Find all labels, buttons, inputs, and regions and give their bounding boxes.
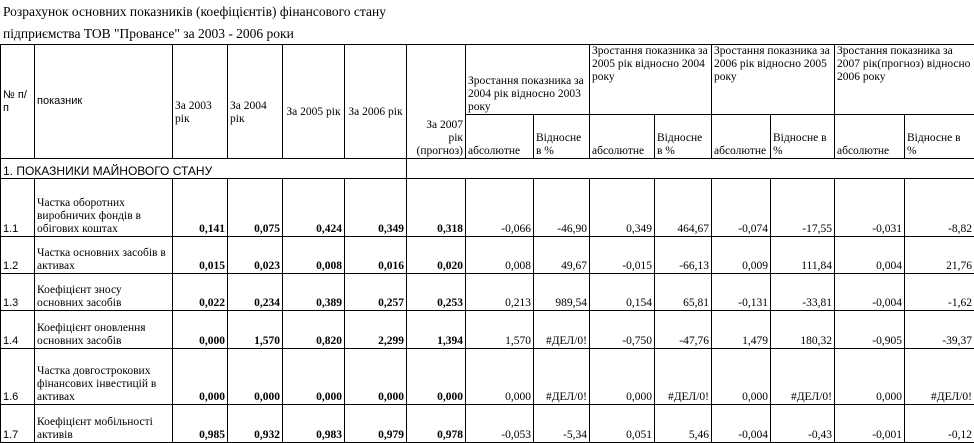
growth-rel-2006: -17,55: [771, 179, 835, 237]
growth-rel-2006: 111,84: [771, 237, 835, 274]
value-2004: 1,570: [228, 311, 283, 349]
growth-abs-2004: -0,053: [466, 405, 534, 443]
header-growth-2007: [835, 45, 974, 115]
value-2007: 0,253: [407, 274, 466, 311]
growth-rel-2006: -0,43: [771, 405, 835, 443]
value-2005: 0,389: [283, 274, 345, 311]
value-2003: 0,000: [173, 311, 228, 349]
value-2003: 0,000: [173, 349, 228, 405]
header-2007: [407, 45, 466, 159]
header-abs-2006: абсолютне: [712, 115, 771, 159]
growth-rel-2004: 49,67: [534, 237, 590, 274]
growth-rel-2007: -1,62: [905, 274, 974, 311]
row-number: 1.4: [1, 311, 35, 349]
value-2005: 0,000: [283, 349, 345, 405]
growth-abs-2005: 0,349: [590, 179, 655, 237]
header-growth-2005-label: Зростання показника за 2005 рік відносно 2004 року: [592, 45, 708, 83]
header-2003: [173, 45, 228, 159]
growth-abs-2004: 0,000: [466, 349, 534, 405]
growth-rel-2004: -46,90: [534, 179, 590, 237]
value-2007: 0,318: [407, 179, 466, 237]
row-number: 1.3: [1, 274, 35, 311]
value-2003: 0,022: [173, 274, 228, 311]
growth-rel-2007: -8,82: [905, 179, 974, 237]
growth-rel-2004: -5,34: [534, 405, 590, 443]
growth-abs-2004: 1,570: [466, 311, 534, 349]
header-2006-label: За 2006 рік: [348, 106, 402, 118]
growth-rel-2005: 464,67: [655, 179, 712, 237]
header-2003-label: За 2003 рік: [175, 100, 212, 125]
growth-abs-2005: -0,015: [590, 237, 655, 274]
value-2004: 0,234: [228, 274, 283, 311]
growth-abs-2004: 0,213: [466, 274, 534, 311]
value-2004: 0,023: [228, 237, 283, 274]
value-2006: 0,000: [345, 349, 407, 405]
growth-abs-2006: 1,479: [712, 311, 771, 349]
header-rel-2007: Відносне в %: [905, 115, 974, 159]
growth-rel-2006: #ДЕЛ/0!: [771, 349, 835, 405]
growth-abs-2005: 0,051: [590, 405, 655, 443]
growth-rel-2007: -39,37: [905, 311, 974, 349]
indicator-name: Частка довгострокових фінансових інвестицій в активах: [35, 349, 173, 405]
value-2007: 0,978: [407, 405, 466, 443]
value-2004: 0,000: [228, 349, 283, 405]
table-row: [1, 237, 974, 274]
value-2004: 0,075: [228, 179, 283, 237]
header-2004-label: За 2004 рік: [230, 100, 267, 125]
growth-rel-2006: -33,81: [771, 274, 835, 311]
header-2005: [283, 45, 345, 159]
section-empty: [407, 159, 974, 179]
growth-rel-2006: 180,32: [771, 311, 835, 349]
growth-rel-2004: #ДЕЛ/0!: [534, 311, 590, 349]
growth-abs-2007: -0,905: [835, 311, 905, 349]
growth-abs-2007: -0,004: [835, 274, 905, 311]
value-2005: 0,008: [283, 237, 345, 274]
growth-abs-2004: 0,008: [466, 237, 534, 274]
value-2007: 0,000: [407, 349, 466, 405]
title-line-2: підприємства ТОВ "Провансе" за 2003 - 2006 роки: [3, 26, 294, 42]
header-growth-2004-label: Зростання показника за 2004 рік відносно 2003 року: [468, 75, 584, 113]
section-title: 1. ПОКАЗНИКИ МАЙНОВОГО СТАНУ: [1, 159, 407, 179]
value-2003: 0,141: [173, 179, 228, 237]
growth-abs-2005: 0,000: [590, 349, 655, 405]
header-rel-2005: Відносне в %: [655, 115, 712, 159]
section-row: [1, 159, 974, 179]
title-line-1: Розрахунок основних показників (коефіцієнтів) фінансового стану: [3, 4, 386, 20]
row-number: 1.2: [1, 237, 35, 274]
header-growth-2004: [466, 45, 590, 115]
value-2004: 0,932: [228, 405, 283, 443]
indicator-name: Коефіцієнт зносу основних засобів: [35, 274, 173, 311]
value-2003: 0,985: [173, 405, 228, 443]
header-abs-2007: абсолютне: [835, 115, 905, 159]
header-growth-2006: [712, 45, 835, 115]
growth-abs-2007: -0,031: [835, 179, 905, 237]
growth-abs-2005: -0,750: [590, 311, 655, 349]
indicator-name: Коефіцієнт мобільності активів: [35, 405, 173, 443]
header-abs-2004: абсолютне: [466, 115, 534, 159]
growth-rel-2004: #ДЕЛ/0!: [534, 349, 590, 405]
value-2006: 2,299: [345, 311, 407, 349]
value-2005: 0,983: [283, 405, 345, 443]
header-growth-2007-label: Зростання показника за 2007 рік(прогноз) відносно 2006 року: [837, 45, 970, 83]
growth-rel-2005: #ДЕЛ/0!: [655, 349, 712, 405]
indicator-name: Частка основних засобів в активах: [35, 237, 173, 274]
value-2006: 0,349: [345, 179, 407, 237]
growth-abs-2006: -0,131: [712, 274, 771, 311]
row-number: 1.6: [1, 349, 35, 405]
header-row-1: [1, 45, 974, 115]
growth-abs-2006: -0,004: [712, 405, 771, 443]
growth-abs-2007: 0,004: [835, 237, 905, 274]
indicator-name: Частка оборотних виробничих фондів в обігових коштах: [35, 179, 173, 237]
header-2006: [345, 45, 407, 159]
header-rel-2006: Відносне в %: [771, 115, 835, 159]
value-2007: 0,020: [407, 237, 466, 274]
value-2006: 0,257: [345, 274, 407, 311]
table-row: [1, 405, 974, 443]
growth-rel-2004: 989,54: [534, 274, 590, 311]
indicators-table: [0, 44, 974, 443]
growth-rel-2005: -66,13: [655, 237, 712, 274]
growth-abs-2007: -0,001: [835, 405, 905, 443]
table-row: [1, 349, 974, 405]
header-2005-label: За 2005 рік: [286, 106, 340, 118]
indicator-name: Коефіцієнт оновлення основних засобів: [35, 311, 173, 349]
value-2006: 0,979: [345, 405, 407, 443]
growth-abs-2006: -0,074: [712, 179, 771, 237]
growth-rel-2007: -0,12: [905, 405, 974, 443]
growth-rel-2005: -47,76: [655, 311, 712, 349]
growth-abs-2006: 0,000: [712, 349, 771, 405]
table-row: [1, 311, 974, 349]
table-row: [1, 179, 974, 237]
header-rel-2004: Відносне в %: [534, 115, 590, 159]
growth-abs-2006: 0,009: [712, 237, 771, 274]
header-growth-2006-label: Зростання показника за 2006 рік відносно 2005 року: [714, 45, 830, 83]
growth-abs-2004: -0,066: [466, 179, 534, 237]
header-2004: [228, 45, 283, 159]
header-abs-2005: абсолютне: [590, 115, 655, 159]
value-2003: 0,015: [173, 237, 228, 274]
row-number: 1.1: [1, 179, 35, 237]
growth-abs-2007: 0,000: [835, 349, 905, 405]
header-indicator: показник: [35, 45, 173, 159]
table-row: [1, 274, 974, 311]
growth-rel-2007: 21,76: [905, 237, 974, 274]
header-num: № п/п: [1, 45, 35, 159]
value-2006: 0,016: [345, 237, 407, 274]
growth-rel-2005: 5,46: [655, 405, 712, 443]
value-2005: 0,424: [283, 179, 345, 237]
header-growth-2005: [590, 45, 712, 115]
header-2007-label: За 2007 рік (прогноз): [417, 119, 463, 157]
value-2007: 1,394: [407, 311, 466, 349]
value-2005: 0,820: [283, 311, 345, 349]
growth-abs-2005: 0,154: [590, 274, 655, 311]
row-number: 1.7: [1, 405, 35, 443]
growth-rel-2005: 65,81: [655, 274, 712, 311]
growth-rel-2007: #ДЕЛ/0!: [905, 349, 974, 405]
